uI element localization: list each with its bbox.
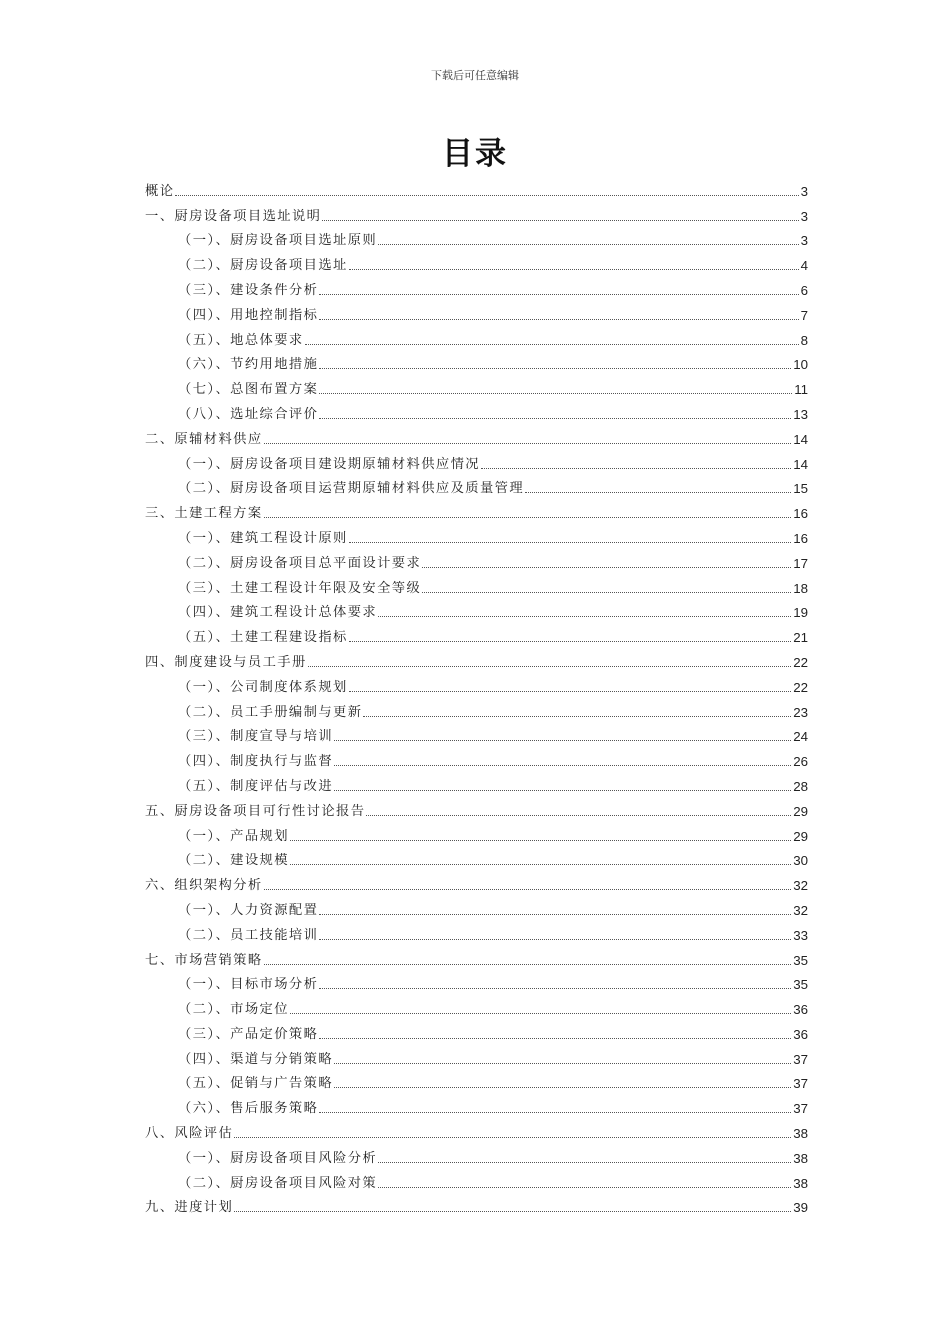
toc-entry-label: （一）、厨房设备项目建设期原辅材料供应情况 [178, 456, 480, 472]
toc-entry-page-number: 13 [793, 406, 808, 422]
table-of-contents [145, 175, 808, 1216]
toc-entry-label: （一）、厨房设备项目风险分析 [178, 1150, 378, 1166]
toc-entry-page-number: 18 [793, 580, 808, 596]
toc-dot-leader [378, 1162, 791, 1163]
toc-entry-page-number: 36 [793, 1026, 808, 1042]
toc-entry-label: 四、制度建设与员工手册 [145, 654, 307, 670]
toc-entry-label: 七、市场营销策略 [145, 952, 263, 968]
toc-entry-label: 八、风险评估 [145, 1126, 234, 1142]
toc-entry-page-number: 38 [793, 1126, 808, 1142]
toc-dot-leader [349, 641, 791, 642]
toc-dot-leader [290, 864, 791, 865]
toc-dot-leader [264, 517, 792, 518]
toc-entry[interactable] [145, 175, 808, 200]
toc-dot-leader [334, 740, 791, 741]
toc-dot-leader [319, 393, 792, 394]
toc-entry-label: （四）、用地控制指标 [178, 307, 319, 323]
toc-dot-leader [264, 889, 792, 890]
toc-dot-leader [334, 1087, 791, 1088]
toc-entry-label: （二）、厨房设备项目运营期原辅材料供应及质量管理 [178, 481, 525, 497]
toc-entry[interactable] [145, 547, 808, 572]
toc-entry[interactable] [145, 522, 808, 547]
toc-entry-label: （六）、售后服务策略 [178, 1101, 319, 1117]
toc-entry[interactable] [145, 1043, 808, 1068]
toc-entry-label: （五）、地总体要求 [178, 332, 304, 348]
toc-entry-page-number: 32 [793, 902, 808, 918]
toc-dot-leader [290, 1013, 791, 1014]
toc-entry-page-number: 16 [793, 506, 808, 522]
toc-entry-page-number: 15 [793, 481, 808, 497]
toc-entry[interactable] [145, 820, 808, 845]
toc-entry[interactable] [145, 993, 808, 1018]
toc-entry[interactable] [145, 448, 808, 473]
toc-entry[interactable] [145, 274, 808, 299]
toc-dot-leader [305, 344, 799, 345]
toc-dot-leader [334, 790, 791, 791]
toc-entry-label: （三）、制度宣导与培训 [178, 729, 334, 745]
toc-entry[interactable] [145, 349, 808, 374]
toc-entry[interactable] [145, 696, 808, 721]
toc-entry-page-number: 38 [793, 1175, 808, 1191]
toc-dot-leader [319, 939, 791, 940]
toc-entry-label: （二）、厨房设备项目风险对策 [178, 1175, 378, 1191]
toc-dot-leader [319, 914, 791, 915]
toc-entry-page-number: 29 [793, 803, 808, 819]
toc-dot-leader [422, 592, 791, 593]
toc-entry-label: 一、厨房设备项目选址说明 [145, 208, 322, 224]
toc-entry-page-number: 8 [800, 332, 808, 348]
toc-entry-page-number: 3 [800, 233, 808, 249]
toc-entry-label: （八）、选址综合评价 [178, 406, 319, 422]
toc-entry-page-number: 7 [800, 307, 808, 323]
toc-dot-leader [319, 1112, 791, 1113]
toc-entry-label: （六）、节约用地措施 [178, 357, 319, 373]
toc-entry-label: （一）、目标市场分析 [178, 977, 319, 993]
toc-dot-leader [349, 269, 799, 270]
toc-entry-label: （二）、厨房设备项目选址 [178, 258, 348, 274]
toc-entry-label: （四）、制度执行与监督 [178, 754, 334, 770]
toc-entry-page-number: 17 [793, 555, 808, 571]
toc-entry[interactable] [145, 1092, 808, 1117]
toc-entry[interactable] [145, 1018, 808, 1043]
toc-entry-label: （五）、制度评估与改进 [178, 778, 334, 794]
toc-entry-page-number: 33 [793, 927, 808, 943]
toc-dot-leader [234, 1137, 791, 1138]
toc-dot-leader [319, 418, 791, 419]
toc-dot-leader [264, 964, 792, 965]
toc-entry-label: （一）、产品规划 [178, 828, 289, 844]
toc-entry-page-number: 10 [793, 357, 808, 373]
toc-entry-page-number: 6 [800, 282, 808, 298]
toc-dot-leader [525, 492, 791, 493]
toc-entry-label: 三、土建工程方案 [145, 506, 263, 522]
toc-entry[interactable] [145, 1068, 808, 1093]
toc-entry-page-number: 36 [793, 1002, 808, 1018]
toc-entry[interactable] [145, 398, 808, 423]
toc-entry-page-number: 37 [793, 1076, 808, 1092]
toc-dot-leader [290, 840, 791, 841]
toc-entry-label: （三）、土建工程设计年限及安全等级 [178, 580, 422, 596]
toc-entry-label: 二、原辅材料供应 [145, 431, 263, 447]
toc-entry-label: 概论 [145, 183, 175, 199]
toc-entry-label: （一）、厨房设备项目选址原则 [178, 233, 378, 249]
toc-entry[interactable] [145, 1192, 808, 1217]
toc-entry-label: （二）、建设规模 [178, 853, 289, 869]
toc-entry[interactable] [145, 621, 808, 646]
toc-dot-leader [349, 542, 791, 543]
toc-entry[interactable] [145, 597, 808, 622]
toc-entry-label: （二）、员工手册编制与更新 [178, 704, 363, 720]
toc-entry-page-number: 29 [793, 828, 808, 844]
toc-dot-leader [363, 716, 791, 717]
toc-entry[interactable] [145, 671, 808, 696]
toc-entry[interactable] [145, 869, 808, 894]
toc-entry[interactable] [145, 845, 808, 870]
toc-entry-label: （三）、建设条件分析 [178, 282, 319, 298]
toc-entry-label: （五）、土建工程建设指标 [178, 630, 348, 646]
toc-entry-label: （一）、建筑工程设计原则 [178, 530, 348, 546]
toc-dot-leader [378, 1187, 791, 1188]
toc-entry-page-number: 35 [793, 952, 808, 968]
toc-entry-page-number: 38 [793, 1150, 808, 1166]
toc-entry-page-number: 28 [793, 778, 808, 794]
toc-entry-label: （七）、总图布置方案 [178, 382, 319, 398]
toc-entry-label: （五）、促销与广告策略 [178, 1076, 334, 1092]
toc-entry[interactable] [145, 423, 808, 448]
toc-entry[interactable] [145, 944, 808, 969]
toc-entry[interactable] [145, 299, 808, 324]
toc-dot-leader [319, 1038, 791, 1039]
toc-entry[interactable] [145, 373, 808, 398]
toc-dot-leader [308, 666, 792, 667]
toc-entry-page-number: 4 [800, 258, 808, 274]
toc-dot-leader [334, 765, 791, 766]
toc-entry-label: 六、组织架构分析 [145, 878, 263, 894]
toc-entry[interactable] [145, 795, 808, 820]
toc-entry[interactable] [145, 1142, 808, 1167]
toc-dot-leader [234, 1211, 791, 1212]
page-title: 目录 [442, 136, 508, 172]
toc-entry[interactable] [145, 969, 808, 994]
toc-entry-label: （二）、厨房设备项目总平面设计要求 [178, 555, 422, 571]
toc-dot-leader [378, 244, 798, 245]
toc-entry-page-number: 30 [793, 853, 808, 869]
toc-entry[interactable] [145, 1167, 808, 1192]
toc-entry[interactable] [145, 324, 808, 349]
toc-entry-label: （三）、产品定价策略 [178, 1026, 319, 1042]
toc-dot-leader [334, 1063, 791, 1064]
toc-entry-label: （一）、公司制度体系规划 [178, 679, 348, 695]
toc-dot-leader [349, 691, 791, 692]
toc-dot-leader [319, 988, 791, 989]
toc-entry-label: （二）、员工技能培训 [178, 927, 319, 943]
toc-entry-page-number: 16 [793, 530, 808, 546]
toc-entry-label: （二）、市场定位 [178, 1002, 289, 1018]
toc-entry-page-number: 22 [793, 654, 808, 670]
toc-entry[interactable] [145, 721, 808, 746]
toc-entry-page-number: 3 [800, 208, 808, 224]
toc-entry-page-number: 39 [793, 1200, 808, 1216]
toc-entry-page-number: 21 [793, 630, 808, 646]
toc-entry[interactable] [145, 646, 808, 671]
toc-entry-page-number: 3 [800, 183, 808, 199]
toc-entry-page-number: 14 [793, 456, 808, 472]
toc-dot-leader [175, 195, 798, 196]
toc-entry-page-number: 22 [793, 679, 808, 695]
toc-entry-page-number: 24 [793, 729, 808, 745]
toc-dot-leader [422, 567, 791, 568]
toc-entry[interactable] [145, 497, 808, 522]
toc-dot-leader [481, 468, 791, 469]
toc-entry-label: 九、进度计划 [145, 1200, 234, 1216]
toc-entry-page-number: 14 [793, 431, 808, 447]
toc-dot-leader [366, 815, 791, 816]
header-note: 下载后可任意编辑 [431, 69, 519, 82]
toc-entry[interactable] [145, 894, 808, 919]
toc-entry-page-number: 23 [793, 704, 808, 720]
toc-dot-leader [322, 220, 798, 221]
toc-entry-label: （四）、建筑工程设计总体要求 [178, 605, 378, 621]
toc-dot-leader [378, 616, 791, 617]
toc-entry-page-number: 26 [793, 754, 808, 770]
toc-dot-leader [319, 294, 798, 295]
toc-entry[interactable] [145, 745, 808, 770]
toc-entry-label: （一）、人力资源配置 [178, 902, 319, 918]
toc-entry[interactable] [145, 473, 808, 498]
toc-entry[interactable] [145, 572, 808, 597]
toc-entry-page-number: 32 [793, 878, 808, 894]
toc-entry[interactable] [145, 919, 808, 944]
toc-entry-page-number: 35 [793, 977, 808, 993]
toc-entry-label: 五、厨房设备项目可行性讨论报告 [145, 803, 366, 819]
toc-entry-label: （四）、渠道与分销策略 [178, 1051, 334, 1067]
toc-entry[interactable] [145, 225, 808, 250]
toc-entry-page-number: 37 [793, 1101, 808, 1117]
toc-entry-page-number: 19 [793, 605, 808, 621]
toc-entry[interactable] [145, 200, 808, 225]
toc-entry[interactable] [145, 249, 808, 274]
toc-entry-page-number: 37 [793, 1051, 808, 1067]
toc-entry-page-number: 11 [794, 382, 808, 398]
toc-entry[interactable] [145, 1117, 808, 1142]
toc-dot-leader [319, 368, 791, 369]
toc-entry[interactable] [145, 770, 808, 795]
toc-dot-leader [264, 443, 792, 444]
toc-dot-leader [319, 319, 798, 320]
